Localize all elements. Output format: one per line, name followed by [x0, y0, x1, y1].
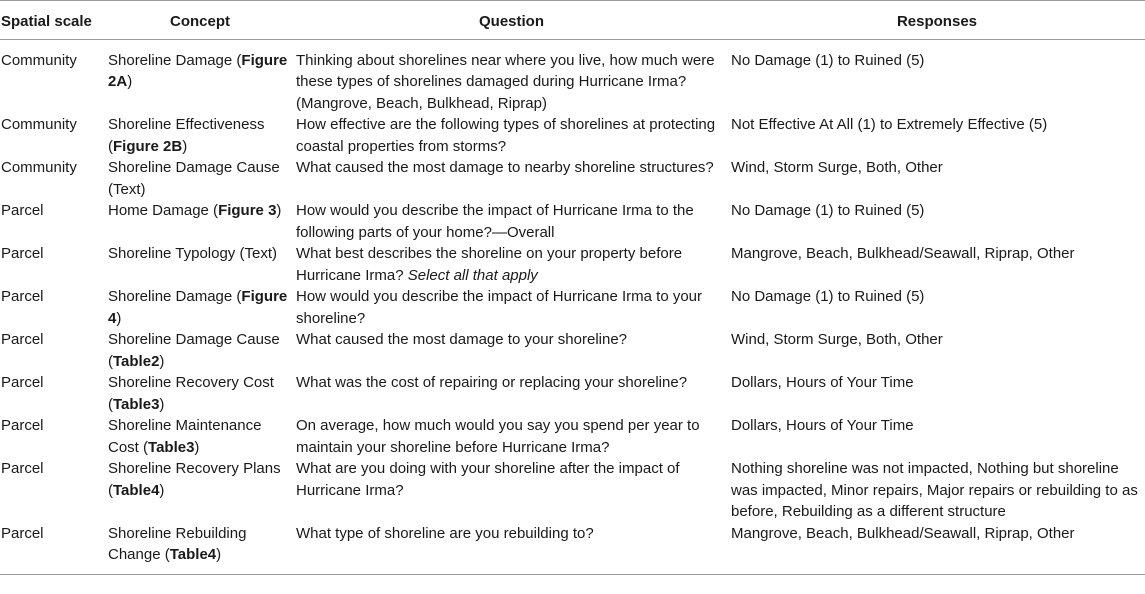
cell-scale: Parcel — [1, 288, 44, 305]
cell-responses: Wind, Storm Surge, Both, Other — [731, 159, 943, 176]
cell-concept: Shoreline Damage Cause (Table2) — [108, 331, 280, 370]
cell-responses: Mangrove, Beach, Bulkhead/Seawall, Riprap, Other — [731, 524, 1075, 542]
cell-responses: Not Effective At All (1) to Extremely Effective (5) — [731, 116, 1048, 133]
concept-ref: Figure 2B — [113, 137, 183, 155]
concept-ref: Table2 — [113, 352, 160, 370]
concept-text: Shoreline Effectiveness — [108, 116, 265, 133]
concept-text: Shoreline Damage Cause — [108, 331, 280, 348]
cell-scale: Parcel — [1, 374, 44, 391]
cell-question: What type of shoreline are you rebuilding to? — [296, 524, 594, 542]
cell-responses: No Damage (1) to Ruined (5) — [731, 202, 925, 219]
cell-concept: Shoreline Damage (Figure 4) — [108, 288, 288, 327]
cell-scale: Parcel — [1, 460, 44, 477]
cell-question: What caused the most damage to nearby shoreline structures? — [296, 159, 714, 176]
concept-ref: Table3 — [148, 438, 195, 456]
concept-text: Shoreline Damage — [108, 288, 233, 305]
cell-concept: Shoreline Maintenance Cost (Table3) — [108, 417, 262, 456]
cell-question: What caused the most damage to your shoreline? — [296, 331, 628, 348]
cell-scale: Parcel — [1, 417, 44, 434]
cell-responses: Mangrove, Beach, Bulkhead/Seawall, Riprap, Other — [731, 245, 1075, 262]
concept-ref: Table4 — [169, 546, 217, 563]
concept-ref: Table3 — [113, 395, 160, 413]
table-row — [0, 243, 1145, 286]
table-row — [0, 200, 1145, 243]
concept-ref: Figure 4 — [108, 288, 288, 327]
cell-concept: Home Damage (Figure 3) — [108, 202, 282, 219]
table-row — [0, 114, 1145, 157]
cell-scale: Community — [1, 159, 77, 176]
cell-scale: Parcel — [1, 202, 44, 219]
cell-responses: No Damage (1) to Ruined (5) — [731, 51, 925, 69]
cell-concept: Shoreline Damage Cause (Text) — [108, 159, 280, 198]
cell-responses: Nothing shoreline was not impacted, Nothing but shoreline was impacted, Minor repairs, Major repairs or rebuilding to as before, Rebuilding as a different structure — [731, 460, 1138, 520]
concept-text: Home Damage — [108, 202, 209, 219]
question-text: What best describes the shoreline on your property before Hurricane Irma? — [296, 245, 683, 284]
cell-question: What are you doing with your shoreline after the impact of Hurricane Irma? — [296, 460, 680, 499]
cell-concept: Shoreline Rebuilding Change (Table4) — [108, 524, 247, 563]
table-row — [0, 157, 1145, 200]
table-row — [0, 523, 1145, 575]
cell-question: How would you describe the impact of Hurricane Irma to the following parts of your home?—Overall — [296, 202, 694, 241]
table-row — [0, 372, 1145, 415]
concept-text: Shoreline Recovery Plans — [108, 460, 281, 477]
cell-scale: Parcel — [1, 331, 44, 348]
question-note: Select all that apply — [407, 266, 538, 284]
cell-question: How would you describe the impact of Hurricane Irma to your shoreline? — [296, 288, 703, 327]
header-responses: Responses — [896, 13, 978, 30]
table-row — [0, 286, 1145, 329]
table-body — [0, 39, 1145, 574]
concept-ref: Figure 2A — [108, 51, 288, 90]
cell-responses: Dollars, Hours of Your Time — [731, 374, 914, 391]
header-concept: Concept — [170, 13, 230, 30]
cell-scale: Parcel — [1, 524, 44, 542]
cell-question: How effective are the following types of shorelines at protecting coastal properties from storms? — [296, 116, 716, 155]
concept-text: Shoreline Rebuilding Change — [108, 524, 247, 563]
cell-responses: Dollars, Hours of Your Time — [731, 417, 914, 434]
table-row — [0, 415, 1145, 458]
concept-text: Shoreline Recovery Cost — [108, 374, 274, 391]
cell-concept: Shoreline Damage (Figure 2A) — [108, 51, 288, 90]
table-row — [0, 458, 1145, 523]
header-row — [0, 1, 1145, 40]
cell-concept: Shoreline Recovery Plans (Table4) — [108, 460, 281, 499]
cell-question: Thinking about shorelines near where you live, how much were these types of shorelines damaged during Hurricane Irma? (Mangrove, Beach, Bulkhead, Riprap) — [296, 51, 715, 112]
concept-ref: Table4 — [113, 481, 160, 499]
header-question: Question — [478, 13, 544, 30]
concept-ref: Figure 3 — [218, 202, 277, 219]
concept-text: Shoreline Damage — [108, 51, 233, 69]
cell-question: What was the cost of repairing or replacing your shoreline? — [296, 374, 688, 391]
cell-scale: Parcel — [1, 245, 44, 262]
concept-text: Shoreline Maintenance Cost — [108, 417, 262, 456]
table-header — [0, 1, 1145, 40]
cell-responses: Wind, Storm Surge, Both, Other — [731, 331, 943, 348]
cell-concept: Shoreline Effectiveness (Figure 2B) — [108, 116, 265, 155]
cell-concept: Shoreline Typology (Text) — [108, 245, 277, 262]
cell-question: On average, how much would you say you spend per year to maintain your shoreline before Hurricane Irma? — [296, 417, 700, 456]
table-row — [0, 329, 1145, 372]
cell-scale: Community — [1, 51, 77, 69]
header-spatial-scale: Spatial scale — [1, 13, 92, 30]
cell-concept: Shoreline Recovery Cost (Table3) — [108, 374, 274, 413]
table-row — [0, 39, 1145, 114]
cell-question — [294, 243, 729, 286]
cell-scale: Community — [1, 116, 77, 133]
cell-responses: No Damage (1) to Ruined (5) — [731, 288, 925, 305]
